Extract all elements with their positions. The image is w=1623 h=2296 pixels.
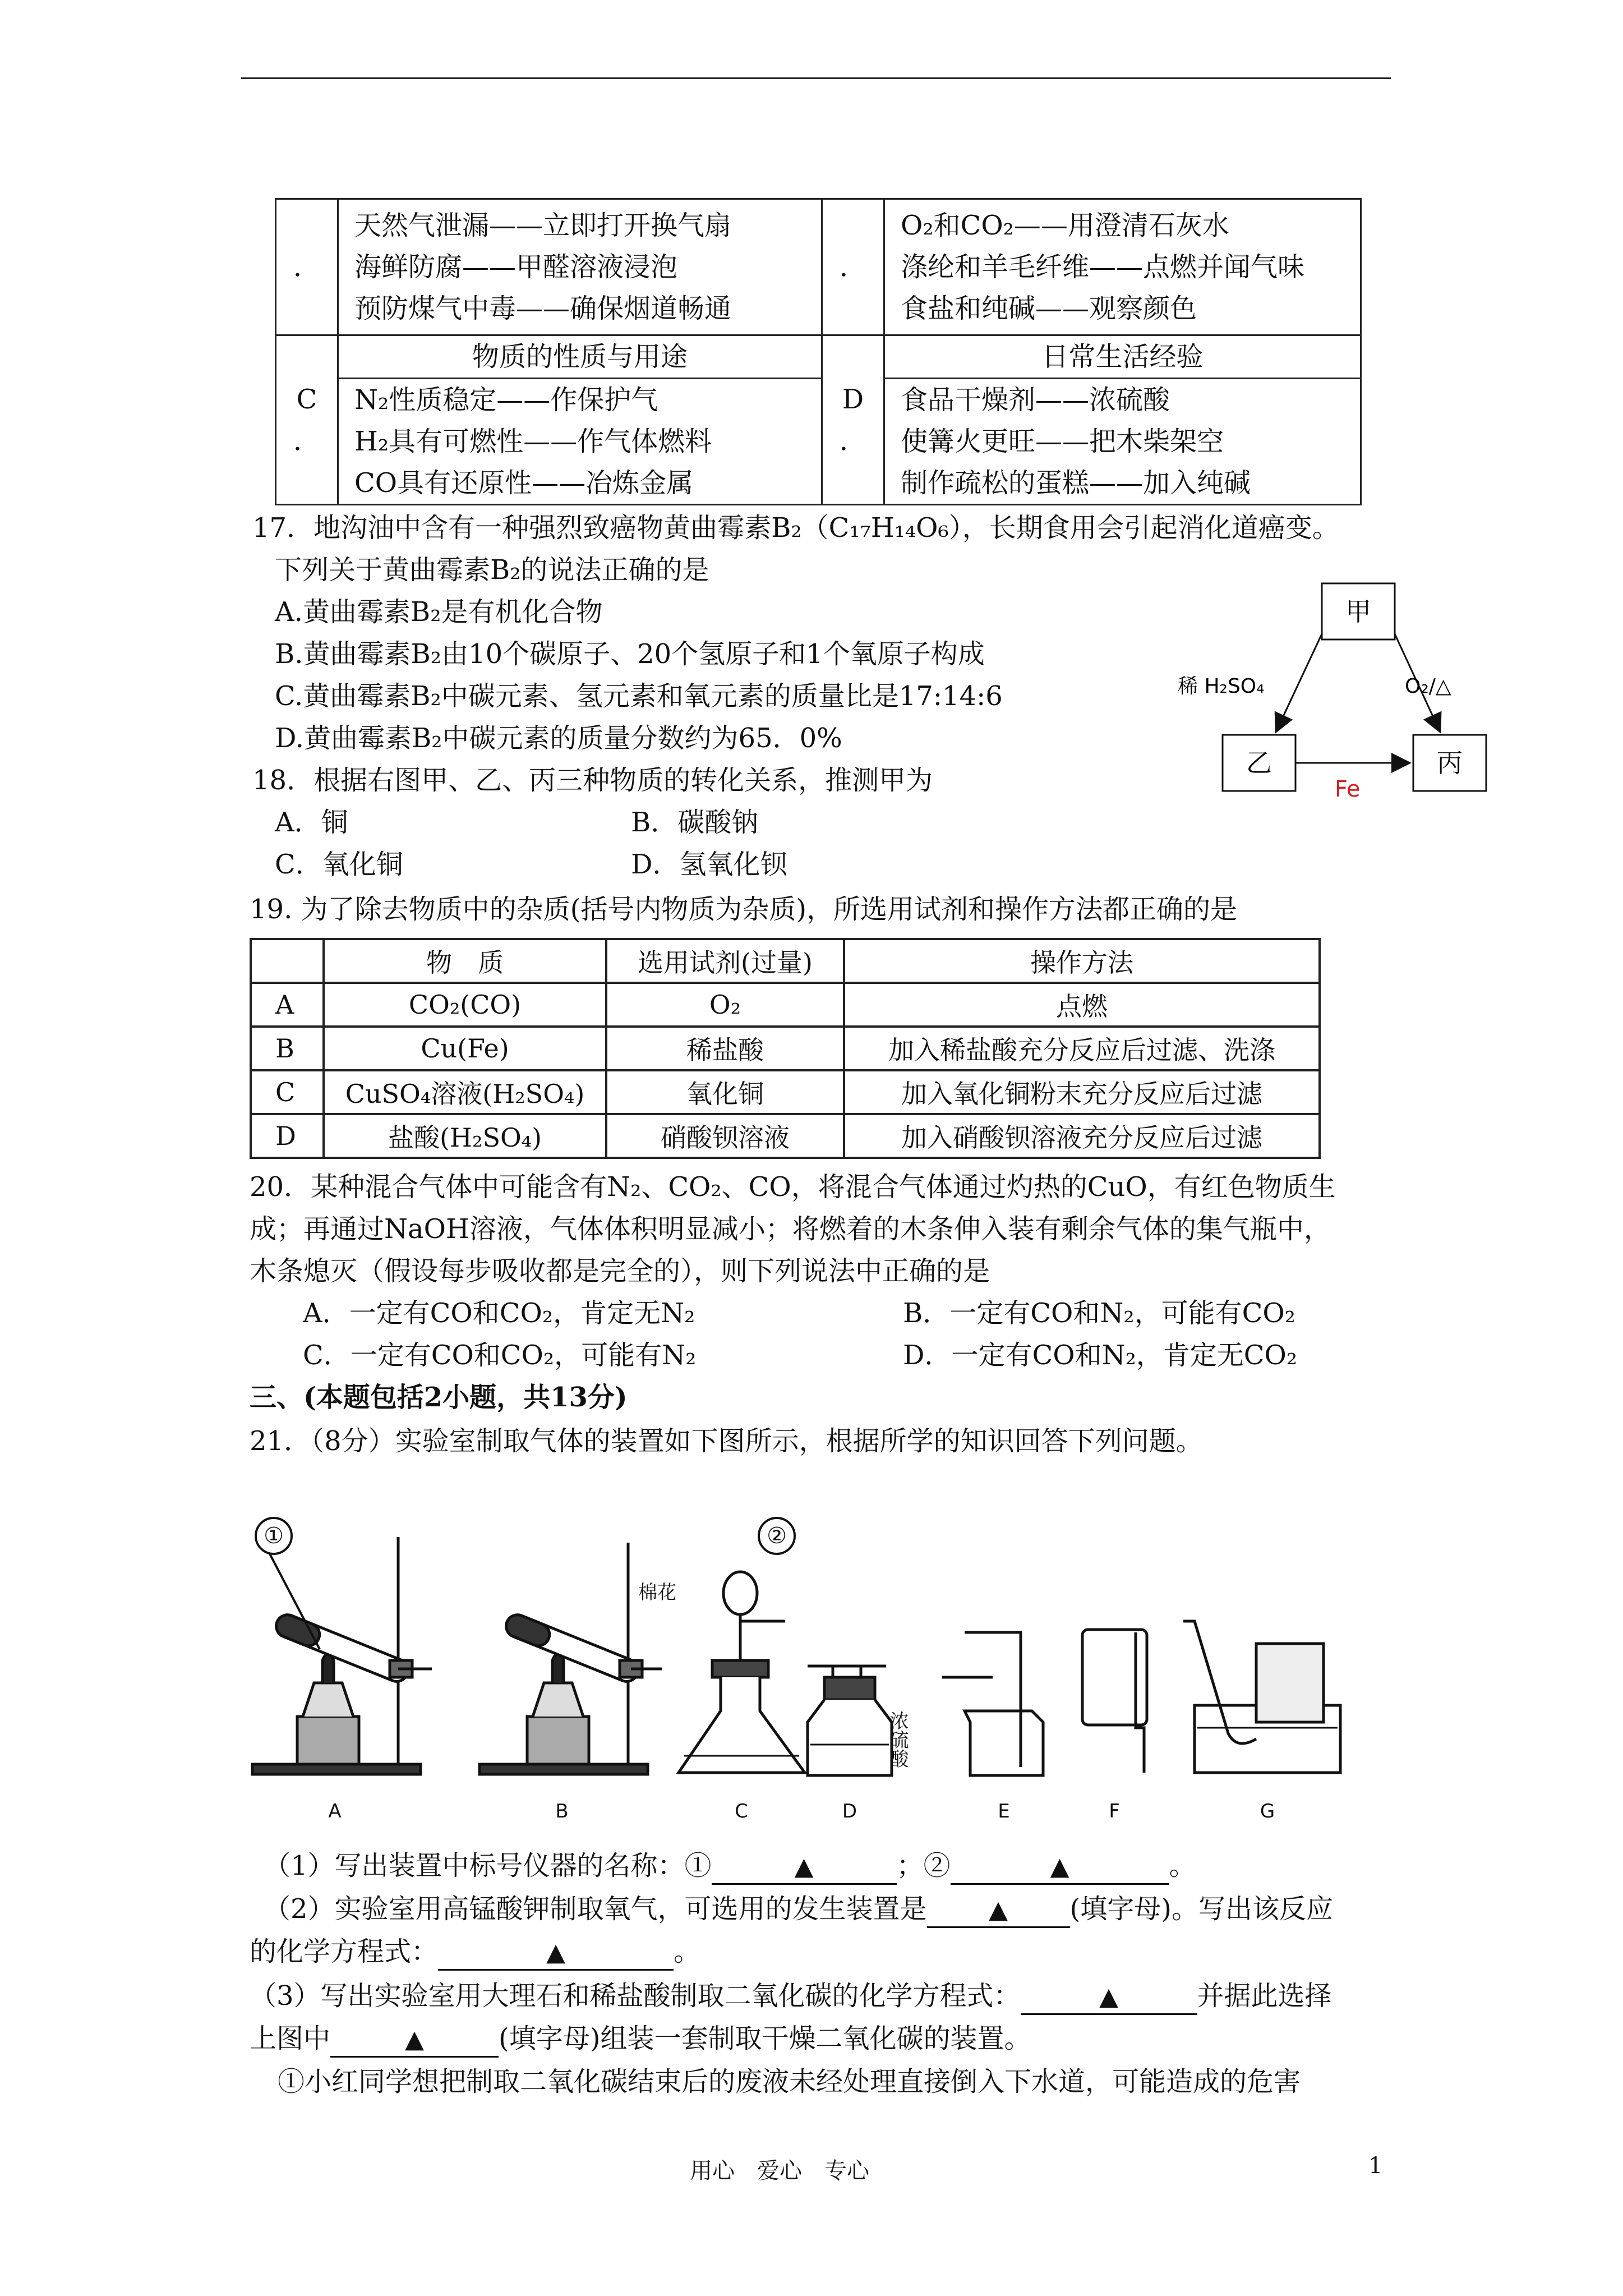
blank-mark: ▲ (989, 1895, 1008, 1924)
table-cell: CuSO₄溶液(H₂SO₄) (324, 1070, 606, 1114)
q21-part3-text: 上图中 (250, 2023, 331, 2054)
q19-table (250, 938, 1321, 1159)
label-oxygen-heat: O₂/△ (1405, 675, 1451, 698)
q21-part1-text: ；② (896, 1850, 951, 1881)
option-content (338, 379, 822, 505)
table-cell: 氧化铜 (606, 1070, 844, 1114)
q17-option-c: C.黄曲霉素B₂中碳元素、氢元素和氧元素的质量比是17:14:6 (275, 680, 1003, 712)
table-row (276, 335, 1361, 379)
table-row (251, 983, 1320, 1027)
section-heading: 三、(本题包括2小题，共13分) (250, 1382, 628, 1413)
table-cell: 加入硝酸钡溶液充分反应后过滤 (844, 1114, 1320, 1158)
blank-mark: ▲ (794, 1852, 814, 1881)
table-cell: 加入稀盐酸充分反应后过滤、洗涤 (844, 1027, 1320, 1070)
answer-blank[interactable] (927, 1893, 1070, 1928)
option-content (884, 199, 1361, 335)
apparatus-d (808, 1666, 892, 1775)
option-letter: D (842, 383, 864, 415)
option-line: CO具有还原性——冶炼金属 (354, 467, 694, 499)
option-label (276, 335, 338, 505)
table-header (251, 939, 324, 983)
option-line: 食品干燥剂——浓硫酸 (901, 384, 1170, 416)
table-header: 操作方法 (844, 939, 1320, 983)
answer-blank[interactable] (1021, 1980, 1197, 2015)
option-line: 使篝火更旺——把木柴架空 (901, 426, 1224, 457)
option-label (822, 335, 884, 505)
table-cell: Cu(Fe) (324, 1027, 606, 1070)
footer-motto: 用心 爱心 专心 (690, 2158, 869, 2184)
q20-option-b: B．一定有CO和N₂，可能有CO₂ (903, 1297, 1295, 1329)
label-dilute-sulfuric: 稀 H₂SO₄ (1178, 675, 1265, 698)
acid-label: 浓硫酸 (886, 1711, 909, 1768)
q18-option-c: C．氧化铜 (275, 849, 403, 880)
page-number: 1 (1368, 2153, 1383, 2179)
table-row (276, 199, 1361, 335)
table-cell: CO₂(CO) (324, 983, 606, 1027)
option-content (338, 199, 822, 335)
option-header: 物质的性质与用途 (338, 335, 822, 379)
q21-part3-line2 (250, 2018, 1031, 2059)
q21-stem: 21．（8分）实验室制取气体的装置如下图所示，根据所学的知识回答下列问题。 (250, 1425, 1203, 1457)
label-yi: 乙 (1246, 748, 1272, 778)
option-line: 预防煤气中毒——确保烟道畅通 (354, 293, 732, 324)
q18-option-b: B．碳酸钠 (631, 807, 759, 838)
q20-line2: 成；再通过NaOH溶液，气体体积明显减小；将燃着的木条伸入装有剩余气体的集气瓶中， (250, 1213, 1331, 1245)
label-c: C (735, 1800, 748, 1823)
table-cell: A (251, 983, 324, 1027)
option-dot: ． (839, 425, 866, 457)
q20-line3: 木条熄灭（假设每步吸收都是完全的），则下列说法中正确的是 (250, 1255, 990, 1287)
option-line: 海鲜防腐——甲醛溶液浸泡 (354, 251, 678, 283)
table-cell: 加入氧化铜粉末充分反应后过滤 (844, 1070, 1320, 1114)
q21-part2-text: (填字母)。写出该反应 (1069, 1893, 1334, 1925)
label-e: E (998, 1800, 1010, 1823)
q18-stem: 18．根据右图甲、乙、丙三种物质的转化关系，推测甲为 (252, 765, 933, 796)
q19-stem: 19. 为了除去物质中的杂质(括号内物质为杂质)，所选用试剂和操作方法都正确的是 (250, 894, 1238, 925)
table-cell: O₂ (606, 983, 844, 1027)
option-header: 日常生活经验 (884, 335, 1361, 379)
label-a: A (328, 1800, 342, 1823)
q18-option-a: A．铜 (275, 807, 348, 838)
table-cell: 点燃 (844, 983, 1320, 1027)
table-header-row (251, 939, 1320, 983)
q20-option-c: C．一定有CO和CO₂，可能有N₂ (303, 1340, 697, 1371)
q17-option-b: B.黄曲霉素B₂由10个碳原子、20个氢原子和1个氧原子构成 (275, 638, 985, 670)
option-letter: C (296, 383, 317, 415)
option-line: H₂具有可燃性——作气体燃料 (354, 426, 712, 457)
table-row (276, 379, 1361, 505)
table-cell: 盐酸(H₂SO₄) (324, 1114, 606, 1158)
header-rule (241, 77, 1391, 79)
option-label: ． (276, 199, 338, 335)
apparatus-e (942, 1632, 1043, 1775)
answer-blank[interactable] (330, 2022, 499, 2058)
table-row (251, 1027, 1320, 1070)
table-row (251, 1114, 1320, 1158)
q20-option-d: D．一定有CO和N₂，肯定无CO₂ (903, 1340, 1298, 1371)
apparatus-figure (247, 1509, 1368, 1829)
table-cell: D (251, 1114, 324, 1158)
answer-blank[interactable] (951, 1849, 1169, 1885)
label-bing: 丙 (1437, 748, 1463, 778)
apparatus-a (252, 1531, 432, 1774)
apparatus-g (1183, 1621, 1340, 1773)
q21-part2-text: 的化学方程式： (250, 1936, 439, 1967)
q17-option-d: D.黄曲霉素B₂中碳元素的质量分数约为65．0% (275, 723, 842, 754)
cotton-label: 棉花 (638, 1581, 676, 1604)
table-header: 物 质 (324, 939, 606, 983)
option-line: 制作疏松的蛋糕——加入纯碱 (901, 467, 1251, 499)
marker-label-1: ① (264, 1523, 284, 1549)
apparatus-b (479, 1543, 662, 1774)
q20-line1: 20．某种混合气体中可能含有N₂、CO₂、CO，将混合气体通过灼热的CuO，有红色物质生 (250, 1171, 1336, 1203)
blank-mark: ▲ (1099, 1982, 1118, 2011)
q21-part3-text: (填字母)组装一套制取干燥二氧化碳的装置。 (499, 2023, 1031, 2054)
transformation-diagram (1166, 572, 1503, 819)
option-line: 食盐和纯碱——观察颜色 (901, 293, 1197, 324)
label-g: G (1260, 1800, 1275, 1823)
option-line: 涤纶和羊毛纤维——点燃并闻气味 (901, 251, 1305, 283)
q21-part2-text: 。 (674, 1936, 701, 1967)
q21-part1-text: 。 (1169, 1850, 1196, 1881)
table-cell: B (251, 1027, 324, 1070)
q21-part2-line1 (264, 1889, 1333, 1929)
q17-option-a: A.黄曲霉素B₂是有机化合物 (275, 596, 603, 628)
q21-part1 (264, 1846, 1196, 1886)
answer-blank[interactable] (712, 1849, 897, 1885)
q21-part1-text: （1）写出装置中标号仪器的名称：① (264, 1850, 712, 1881)
blank-mark: ▲ (1050, 1852, 1069, 1881)
blank-mark: ▲ (405, 2025, 424, 2054)
table-cell: 硝酸钡溶液 (606, 1114, 844, 1158)
label-fe: Fe (1335, 776, 1361, 802)
table-header: 选用试剂(过量) (606, 939, 844, 983)
table-cell: C (251, 1070, 324, 1114)
option-content (884, 379, 1361, 505)
option-dot: ． (293, 425, 320, 457)
q18-option-d: D．氢氧化钡 (631, 849, 787, 880)
label-f: F (1109, 1800, 1120, 1823)
q21-part3-line3: ①小红同学想把制取二氧化碳结束后的废液未经处理直接倒入下水道，可能造成的危害 (278, 2066, 1301, 2097)
label-d: D (842, 1800, 857, 1823)
question-16-options-table (275, 198, 1362, 505)
apparatus-f (1082, 1630, 1147, 1773)
option-line: N₂性质稳定——作保护气 (354, 384, 658, 416)
q21-part2-line2 (250, 1931, 700, 1972)
option-line: 天然气泄漏——立即打开换气扇 (354, 210, 732, 241)
marker-label-2: ② (767, 1523, 787, 1549)
blank-mark: ▲ (546, 1938, 565, 1967)
q21-part3-text: 并据此选择 (1197, 1980, 1332, 2012)
arrow-jia-yi (1276, 634, 1322, 732)
q21-part3-line1 (250, 1976, 1332, 2016)
q21-part2-text: （2）实验室用高锰酸钾制取氧气，可选用的发生装置是 (264, 1893, 927, 1925)
table-row (251, 1070, 1320, 1114)
q17-stem-line1: 17．地沟油中含有一种强烈致癌物黄曲霉素B₂（C₁₇H₁₄O₆），长期食用会引起消化道癌变。 (252, 512, 1339, 544)
option-label: ． (822, 199, 884, 335)
q17-stem-line2: 下列关于黄曲霉素B₂的说法正确的是 (275, 554, 709, 586)
q20-option-a: A．一定有CO和CO₂，肯定无N₂ (303, 1297, 695, 1329)
label-b: B (555, 1800, 569, 1823)
label-jia: 甲 (1345, 596, 1371, 627)
table-cell: 稀盐酸 (606, 1027, 844, 1070)
answer-blank[interactable] (438, 1935, 674, 1971)
option-line: O₂和CO₂——用澄清石灰水 (901, 210, 1229, 241)
q21-part3-text: （3）写出实验室用大理石和稀盐酸制取二氧化碳的化学方程式： (250, 1980, 1021, 2012)
apparatus-c (679, 1572, 805, 1773)
